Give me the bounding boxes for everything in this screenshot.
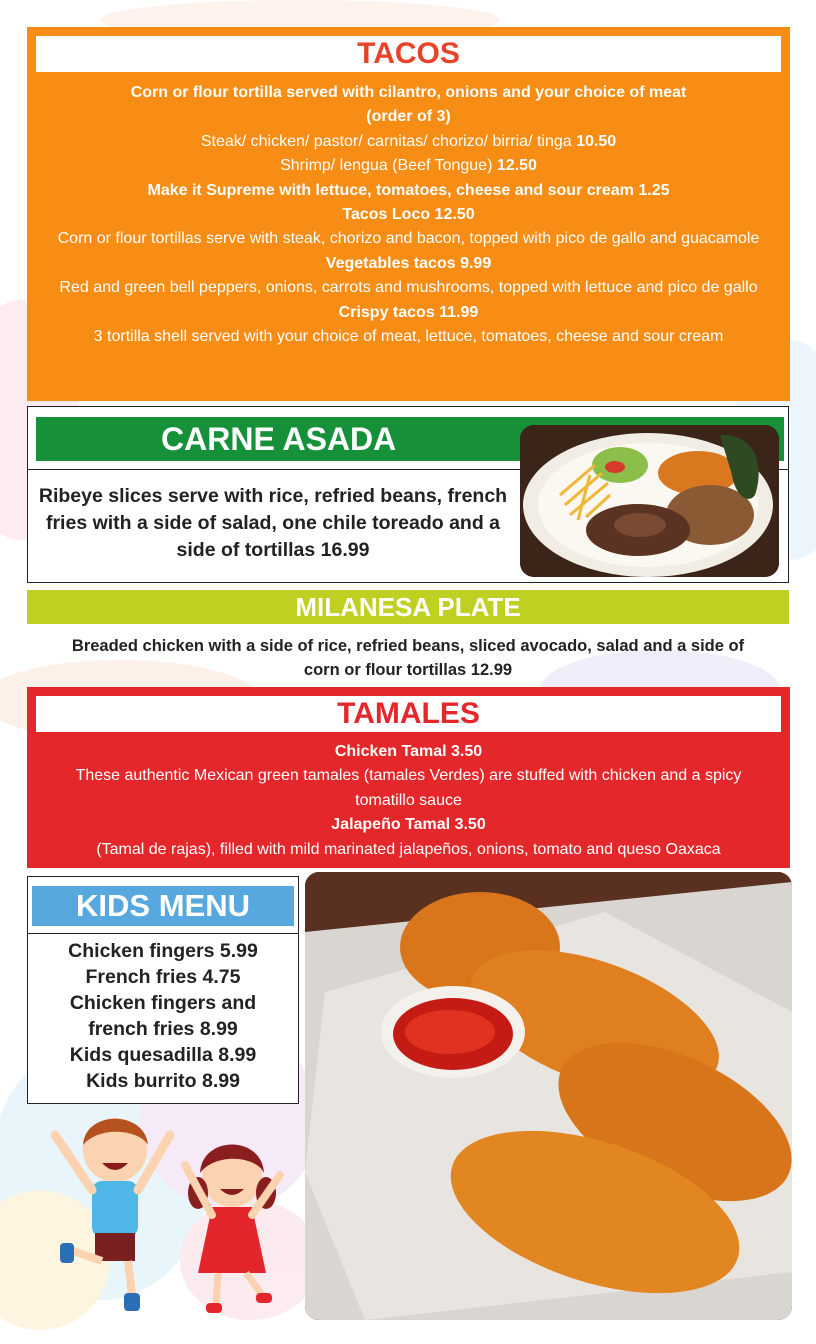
tacos-meats-line bbox=[27, 130, 790, 154]
tamales-chicken-desc: These authentic Mexican green tamales (tamales Verdes) are stuffed with chicken and a spicy tomatillo sauce bbox=[75, 767, 742, 809]
tacos-loco-title: Tacos Loco 12.50 bbox=[342, 206, 475, 224]
chicken-fingers-photo bbox=[305, 872, 792, 1320]
carne-asada-photo bbox=[520, 425, 779, 577]
milanesa-description-text: Breaded chicken with a side of rice, refried beans, sliced avocado, salad and a side of corn or flour tortillas 12.99 bbox=[71, 637, 745, 679]
kids-menu-item: Kids burrito 8.99 bbox=[86, 1070, 240, 1092]
kids-menu-item: Kids quesadilla 8.99 bbox=[69, 1044, 257, 1066]
tacos-loco-desc: Corn or flour tortillas serve with steak, chorizo and bacon, topped with pico de gallo and guacamole bbox=[57, 230, 760, 248]
tacos-shrimp: Shrimp/ lengua (Beef Tongue) bbox=[280, 157, 493, 175]
carne-asada-description: Ribeye slices serve with rice, refried beans, french fries with a side of salad, one chile toreado and a side of tortillas 16.99 bbox=[38, 485, 508, 561]
tacos-shrimp-line bbox=[27, 154, 790, 178]
kids-menu-list bbox=[28, 938, 298, 1094]
kids-menu-item: french fries 8.99 bbox=[88, 1018, 238, 1040]
tamales-section bbox=[27, 687, 790, 868]
carne-asada-section bbox=[27, 406, 789, 583]
tacos-meats: Steak/ chicken/ pastor/ carnitas/ chorizo/ birria/ tinga bbox=[200, 132, 572, 150]
tacos-crispy-title: Crispy tacos 11.99 bbox=[338, 303, 479, 321]
tacos-intro: Corn or flour tortilla served with cilantro, onions and your choice of meat bbox=[130, 84, 687, 101]
tacos-shrimp-price: 12.50 bbox=[496, 157, 537, 175]
tamales-jalapeno-title: Jalapeño Tamal 3.50 bbox=[331, 816, 486, 834]
milanesa-description bbox=[27, 634, 789, 682]
tacos-order: (order of 3) bbox=[366, 108, 451, 126]
kids-menu-section bbox=[27, 876, 299, 1104]
kids-cartoon-illustration bbox=[40, 1095, 300, 1325]
tacos-supreme: Make it Supreme with lettuce, tomatoes, cheese and sour cream 1.25 bbox=[147, 181, 670, 199]
tacos-crispy-desc: 3 tortilla shell served with your choice of meat, lettuce, tomatoes, cheese and sour cream bbox=[93, 328, 724, 346]
tamales-body bbox=[27, 740, 790, 862]
tamales-chicken-title: Chicken Tamal 3.50 bbox=[334, 743, 483, 760]
kids-menu-title: KIDS MENU bbox=[32, 886, 294, 926]
tacos-veg-desc: Red and green bell peppers, onions, carrots and mushrooms, topped with lettuce and pico de gallo bbox=[59, 279, 758, 297]
tacos-meats-price: 10.50 bbox=[576, 132, 617, 150]
kids-menu-item: Chicken fingers 5.99 bbox=[68, 940, 258, 962]
tacos-veg-title: Vegetables tacos 9.99 bbox=[325, 254, 492, 272]
tacos-section bbox=[27, 27, 790, 401]
carne-asada-title: CARNE ASADA bbox=[161, 421, 397, 457]
kids-menu-item: Chicken fingers and bbox=[69, 992, 257, 1014]
tamales-jalapeno-desc: (Tamal de rajas), filled with mild marinated jalapeños, onions, tomato and queso Oaxaca bbox=[96, 840, 721, 858]
tacos-title: TACOS bbox=[36, 36, 781, 72]
milanesa-title: MILANESA PLATE bbox=[27, 590, 789, 624]
kids-divider bbox=[28, 933, 298, 934]
kids-menu-item: French fries 4.75 bbox=[85, 966, 241, 988]
tamales-title: TAMALES bbox=[36, 696, 781, 732]
tacos-body bbox=[27, 81, 790, 349]
